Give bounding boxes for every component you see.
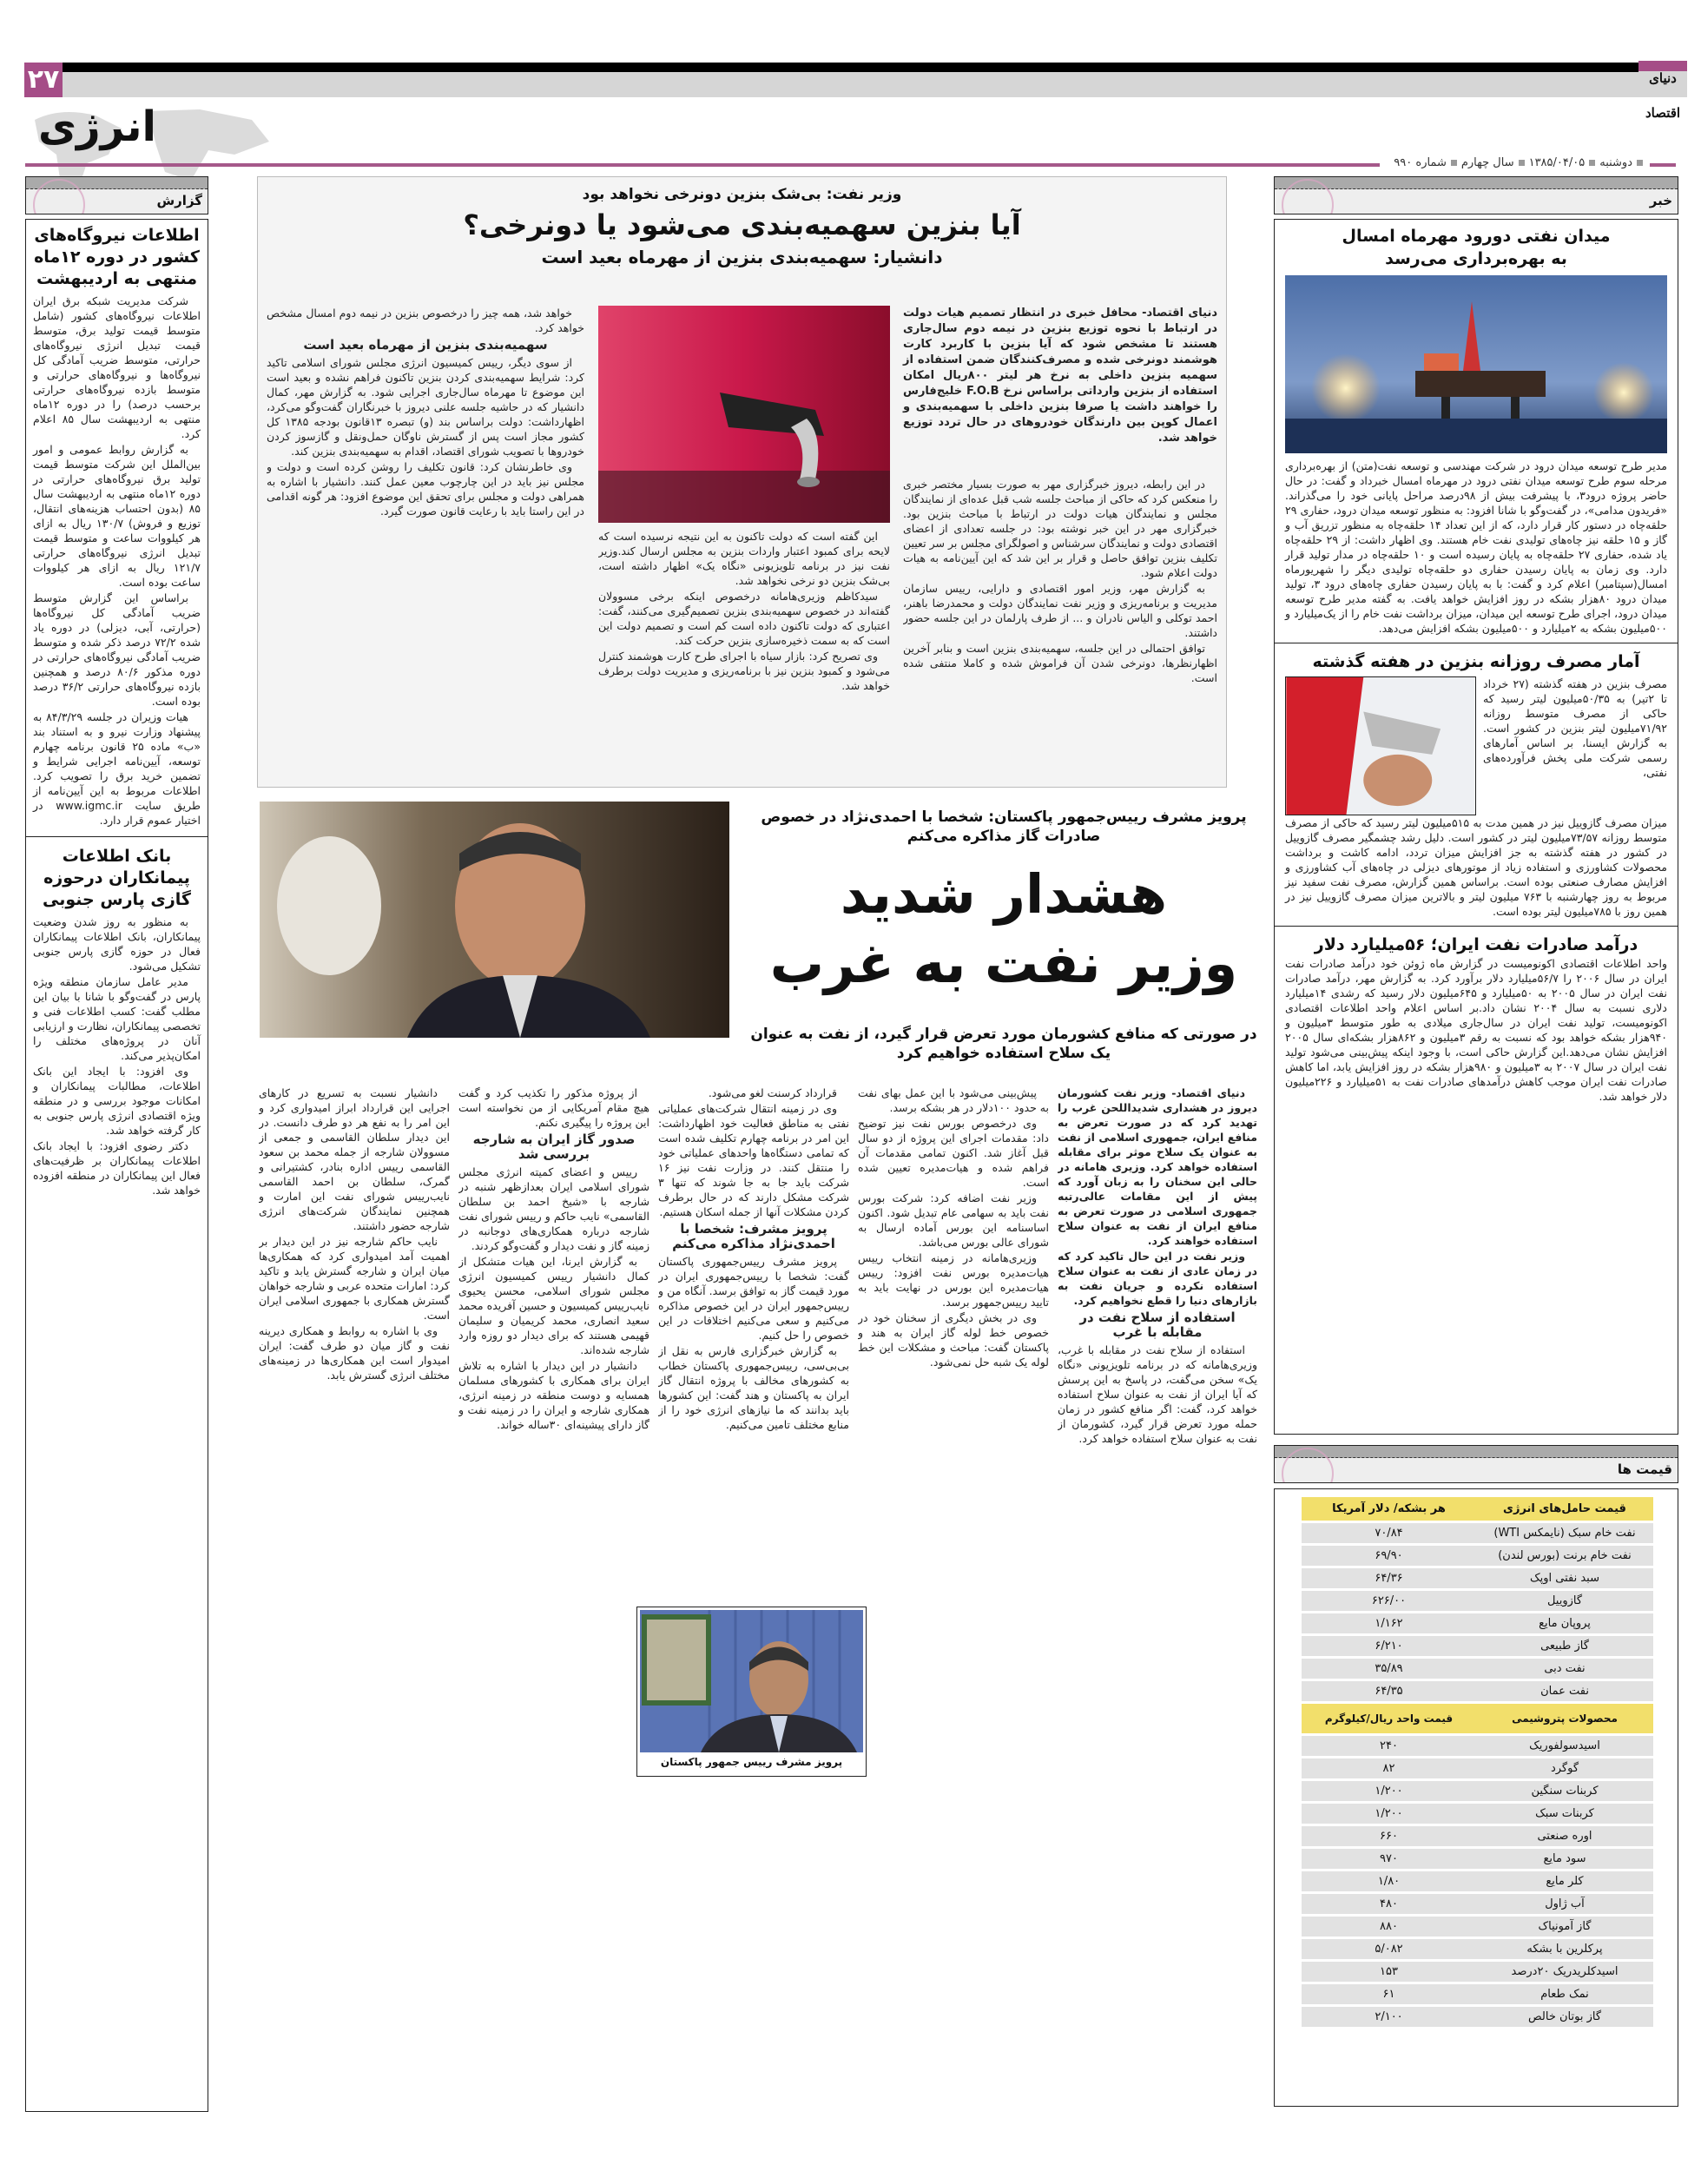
fuel-pump-photo xyxy=(1285,676,1476,815)
table-row xyxy=(1299,1568,1653,1588)
paragraph: به گزارش خبرگزاری فارس به نقل از بی‌بی‌سی، رییس‌جمهوری پاکستان خطاب به کشورهای مخالف با پروژه انتقال گاز ایران به پاکستان و هند گفت: این کشورها باید بدانند که ما نیازهای انرژی خود را از منابع مختلف تامین می‌کنیم. xyxy=(658,1344,849,1431)
paragraph: خواهد شد، همه چیز را درخصوص بنزین در نیمه دوم امسال مشخص خواهد کرد. xyxy=(267,307,584,334)
paragraph: وزیری‌هامانه در زمینه انتخاب رییس هیات‌مدیره بورس نفت افزود: رییس هیات‌مدیره این بورس در نهایت باید به تایید رییس‌جمهور برسد. xyxy=(858,1251,1049,1309)
column-label: خبر xyxy=(1649,193,1672,208)
main-column-1 xyxy=(1058,1085,1257,2106)
article-title: آمار مصرف روزانه بنزین در هفته گذشته xyxy=(1312,652,1640,671)
table-row xyxy=(1299,1917,1653,1937)
table-row xyxy=(1299,1523,1653,1543)
table-cell-name: اسیدکلریدریک ۲۰درصد xyxy=(1476,1962,1653,1982)
story-column xyxy=(903,477,1217,781)
paragraph: دانشیار در این دیدار با اشاره به تلاش ایران برای همکاری با کشورهای مسلمان همسایه و دوست منطقه در زمینه انرژی، همکاری شارجه و ایران را در زمینه نفت و گاز دارای پیشینه‌ای ۳۰ساله خواند. xyxy=(458,1359,649,1431)
oil-rig-photo xyxy=(1285,275,1667,453)
left-column xyxy=(25,219,208,2112)
table-cell-value: ۸۸۰ xyxy=(1299,1917,1476,1937)
story-column xyxy=(267,306,584,783)
table-cell-value: ۱/۲۰۰ xyxy=(1299,1781,1476,1801)
paragraph: مدیر عامل سازمان منطقه ویژه پارس در گفت‌وگو با شانا با بیان این مطلب گفت: کسب اطلاعات فنی و تخصصی پیمانکاران، نظارت و ارزیابی آنان در پروژه‌های مختلف را امکان‌پذیر می‌کند. xyxy=(33,975,201,1062)
paragraph: وی در زمینه انتقال شرکت‌های عملیاتی نفتی به مناطق فعالیت خود اظهارداشت: این امر در برنامه چهارم تکلیف شده است که تمامی دستگاه‌ها واحدهای عملیاتی خود را منتقل کنند. در وزارت نفت نیز ۱۶ شرکت باید جا به جا شوند که تنها ۳ شرکت مشکل دارند که در حال برطرف کردن مشکلات آنها از جمله اسکان هستیم. xyxy=(658,1102,849,1218)
table-cell-name: نمک طعام xyxy=(1476,1984,1653,2004)
table-cell-value: هر بشکه/ دلار آمریکا xyxy=(1299,1497,1476,1521)
table-cell-name: نفت خام برنت (بورس لندن) xyxy=(1476,1546,1653,1566)
table-row xyxy=(1299,1736,1653,1756)
paragraph: شرکت مدیریت شبکه برق ایران اطلاعات نیروگاه‌های کشور (شامل متوسط قیمت تولید برق، متوسط قیمت تبدیل انرژی نیروگاه‌های حرارتی، متوسط ضریب آمادگی کل نیروگاه‌ها و نیروگاه‌های حرارتی و متوسط بازده نیروگاه‌های حرارتی برحسب درصد) را در دوره ۱۲ماه منتهی به اردیبهشت سال ۸۵ اعلام کرد. xyxy=(33,294,201,440)
table-cell-value: ۶۴/۳۶ xyxy=(1299,1568,1476,1588)
top-story xyxy=(257,176,1227,788)
paragraph: وی افزود: با ایجاد این بانک اطلاعات، مطالبات پیمانکاران و امکانات موجود بررسی و در منطقه ویژه اقتصادی انرژی پارس جنوبی به کار گرفته خواهد شد. xyxy=(33,1065,201,1137)
table-row xyxy=(1299,2007,1653,2027)
paragraph: به گزارش ایرنا، این هیات متشکل از کمال دانشیار رییس کمیسیون انرژی مجلس شورای اسلامی، محسن یحیوی نایب‌رییس کمیسیون و حسین آفریده محمد سعید انصاری، محمد کریمیان و سلیمان قهیمی هستند که برای دیدار دو روزه وارد شارجه شده‌اند. xyxy=(458,1255,649,1356)
photo-caption: پرویز مشرف رییس جمهور پاکستان xyxy=(660,1756,843,1768)
musharraf-photo xyxy=(640,1610,863,1752)
paragraph: وی خاطرنشان کرد: قانون تکلیف را روشن کرده است و دولت و مجلس نیز باید در این چارچوب معین عمل کنند. دانشیار با اشاره به همراهی دولت و مجلس برای تحقق این موضوع افزود: هر گونه اقدامی در این راستا باید با رعایت قانون صورت گیرد. xyxy=(267,460,584,518)
main-kicker: پرویز مشرف رییس‌جمهور پاکستان: شخصا با احمدی‌نژاد در خصوص صادرات گاز مذاکره می‌کنم xyxy=(761,808,1247,845)
table-cell-name: گاز آمونیاک xyxy=(1476,1917,1653,1937)
table-header-row xyxy=(1299,1497,1653,1521)
table-cell-name: سبد نفتی اوپک xyxy=(1476,1568,1653,1588)
table-row xyxy=(1299,1591,1653,1611)
paragraph: دانشیار نسبت به تسریع در کارهای اجرایی این قرارداد ابراز امیدواری کرد و این امر را به نفع هر دو طرف دانست. در این دیدار سلطان القاسمی و جمعی از مسوولان شارجه از جمله محمد بن سعود القاسمی رییس اداره بنادر، کشتیرانی و گمرک، سلطان بن احمد القاسمی نایب‌رییس شورای نفت این امارت و همچنین نمایندگان شرکت‌های انرژی شارجه حضور داشتند. xyxy=(259,1086,450,1232)
masthead-bar xyxy=(63,63,1639,72)
table-row xyxy=(1299,1659,1653,1679)
table-cell-name: محصولات پتروشیمی xyxy=(1476,1704,1653,1733)
headline-line: هشدار شدید xyxy=(840,862,1168,926)
story-subhead: استفاده از سلاح نفت در مقابله با غرب xyxy=(1079,1310,1236,1340)
main-deck: در صورتی که منافع کشورمان مورد تعرض قرار گیرد، از نفت به عنوان یک سلاح استفاده خواهیم کرد xyxy=(750,1026,1257,1062)
table-row xyxy=(1299,1758,1653,1778)
main-headline xyxy=(750,860,1257,999)
table-cell-name: پرکلرین با بشکه xyxy=(1476,1939,1653,1959)
table-cell-value: ۵/۰۸۲ xyxy=(1299,1939,1476,1959)
divider xyxy=(25,163,1380,167)
section-title: انرژی xyxy=(38,102,156,151)
table-cell-value: ۱۵۳ xyxy=(1299,1962,1476,1982)
table-cell-value: ۱/۲۰۰ xyxy=(1299,1804,1476,1824)
paragraph: وزیر نفت اضافه کرد: شرکت بورس نفت باید به سهامی عام تبدیل شود. اکنون اساسنامه این بورس آماده ارسال به شورای عالی بورس می‌باشد. xyxy=(858,1191,1049,1249)
paragraph: به گزارش روابط عمومی و امور بین‌الملل این شرکت متوسط قیمت تولید برق نیروگاه‌های حرارتی در دوره ۱۲ماه منتهی به اردیبهشت سال ۸۵ (بدون احتساب هزینه‌های انتقال، توزیع و فروش) ۱۳۰/۷ ریال به ازای هر کیلووات ساعت و متوسط قیمت تبدیل انرژی نیروگاه‌های حرارتی ۱۲۱/۷ ریال به ازای هر کیلووات ساعت بوده است. xyxy=(33,443,201,589)
paragraph: در این رابطه، دیروز خبرگزاری مهر به صورت بسیار مختصر خبری را منعکس کرد که حاکی از مباحث جلسه شب قبل عده‌ای از نمایندگان مجلس و نمایندگان هیات دولت در ارتباط با مباحث بنزین بود. خبرگزاری مهر در این خبر نوشته بود: در جلسه تعدادی از اعضای اقتصادی دولت و نمایندگان سرشناس و اصولگرای مجلس بر سر تعیین تکلیف بنزین توافق حاصل و قرار بر این شد که این آیین‌نامه به هیات دولت اعلام شود. xyxy=(903,478,1217,579)
table-cell-name: آب ژاول xyxy=(1476,1894,1653,1914)
article-body xyxy=(33,914,201,1198)
main-column-4 xyxy=(458,1085,649,2106)
paragraph: رییس و اعضای کمیته انرژی مجلس شورای اسلامی ایران بعدازظهر شنبه در شارجه با «شیخ احمد بن سلطان القاسمی» نایب حاکم و رییس شورای نفت شارجه درباره همکاری‌های دوجانبه در زمینه گاز و نفت دیدار و گفت‌وگو کردند. xyxy=(458,1165,649,1252)
article-title: بانک اطلاعات پیمانکاران درحوزه گازی پارس جنوبی xyxy=(43,847,191,909)
story-column xyxy=(598,529,890,781)
table-cell-value: قیمت واحد ریال/کیلوگرم xyxy=(1299,1704,1476,1733)
table-cell-name: کربنات سبک xyxy=(1476,1804,1653,1824)
table-row xyxy=(1299,1613,1653,1633)
paragraph: وی با اشاره به روابط و همکاری دیرینه نفت و گاز میان دو طرف گفت: ایران امیدوار است این همکاری‌ها در زمینه‌های مختلف انرژی گسترش یابد. xyxy=(259,1324,450,1382)
table-row xyxy=(1299,1871,1653,1891)
paragraph: براساس این گزارش متوسط ضریب آمادگی کل نیروگاه‌ها (حرارتی، آبی، دیزلی) در دوره یاد شده ۷۲/۲ درصد ذکر شده و متوسط ضریب آمادگی نیروگاه‌های حرارتی در دوره مذکور ۸۰/۶ درصد و همچنین بازده نیروگاه‌های حرارتی ۳۶/۲ درصد بوده است. xyxy=(33,591,201,708)
table-cell-name: گازوییل xyxy=(1476,1591,1653,1611)
story-subhead: سهمیه‌بندی بنزین از مهرماه بعید است xyxy=(303,337,548,353)
paragraph: به منظور به روز شدن وضعیت پیمانکاران، بانک اطلاعات پیمانکاران فعال در حوزه گازی پارس جنوبی تشکیل می‌شود. xyxy=(33,915,201,973)
table-row xyxy=(1299,1826,1653,1846)
paragraph: وی درخصوص بورس نفت نیز توضیح داد: مقدمات اجرای این پروژه از دو سال قبل آغاز شد. اکنون تمامی مقدمات آن فراهم شده و هیات‌مدیره تعیین شده است. xyxy=(858,1117,1049,1189)
table-cell-value: ۳۵/۸۹ xyxy=(1299,1659,1476,1679)
paragraph: نایب حاکم شارجه نیز در این دیدار بر اهمیت آمد امیدواری کرد که همکاری‌ها میان ایران و شارجه گسترش یابد و تاکید کرد: امارات متحده عربی و شارجه خواهان گسترش همکاری با جمهوری اسلامی ایران است. xyxy=(259,1235,450,1322)
paragraph: دکتر رضوی افزود: با ایجاد بانک اطلاعات پیمانکاران بر ظرفیت‌های فعال این پیمانکاران در منطقه افزوده خواهد شد. xyxy=(33,1139,201,1197)
price-table xyxy=(1299,1494,1653,2029)
story-lead: دنیای اقتصاد- محافل خبری در انتظار تصمیم هیات دولت در ارتباط با نحوه توزیع بنزین در نیمه دوم سال‌جاری هستند تا مشخص شود که آیا بنزین با کاربرد کارت هوشمند دونرخی شده و مصرف‌کنندگان ضمن استفاده از سهمیه بنزین داخلی به نرخ هر لیتر ۸۰۰ریال امکان استفاده از بنزین وارداتی براساس نرخ F.O.B خلیج‌فارس را خواهند داشت یا صرفا بنزین داخلی با سهمیه‌بندی و اعمال کوپن بین دارندگان خودروهای در حال تردد توزیع خواهد شد. xyxy=(903,307,1217,445)
article-body xyxy=(33,294,201,828)
date: ۱۳۸۵/۰۴/۰۵ xyxy=(1528,156,1586,169)
page-number: ۲۷ xyxy=(24,63,63,97)
story-subtitle: دانشیار: سهمیه‌بندی بنزین از مهرماه بعید است xyxy=(541,247,943,267)
table-row xyxy=(1299,1984,1653,2004)
article-title: درآمد صادرات نفت ایران؛ ۵۶میلیارد دلار xyxy=(1314,935,1638,954)
column-label: گزارش xyxy=(156,193,202,208)
main-column-2 xyxy=(858,1085,1049,2106)
article-body: مدیر طرح توسعه میدان درود در شرکت مهندسی و توسعه نفت(متن) از بهره‌برداری مرحله سوم طرح توسعه میدان نفتی درود در مهرماه امسال خبرداد و گفت: در حال حاضر پروژه درود۳، با پیشرفت بیش از ۹۸درصد مراحل پایانی خود را می‌گذراند. «فریدون مدامی»، در گفت‌وگو با شانا افزود: به منظور توسعه میدان درود، حفاری ۲۹ حلقه‌چاه در دستور کار قرار دارد، که از این تعداد ۱۴ حلقه‌چاه به منظور تزریق آب و گاز و ۱۵ حلقه نیز چاه‌های تولیدی نفت خام هستند. وی اظهار داشت: از ۲۹ حلقه‌چاه یاد شده، حفاری ۲۷ حلقه‌چاه به پایان رسیده است و ۱۰ حلقه‌چاه در مدار تولید قرار دارد. وی زمان به پایان رسیدن حفاری دو حلقه‌چاه تولیدی دیگر را شهریورماه امسال(سپتامبر) اعلام کرد و گفت: با به پایان رسیدن حفاری چاه‌های درود ۳، تولید میدان درود ۸۰هزار بشکه در روز افزایش خواهد یافت. به گفته مدیر طرح توسعه میدان درود، اجرای طرح توسعه این میدان، میزان برداشت نفت خام را از یک‌میلیارد و ۵۰۰میلیون بشکه به ۲میلیارد و ۵۰۰میلیون بشکه افزایش می‌دهد. xyxy=(1285,459,1668,635)
table-cell-value: ۱/۸۰ xyxy=(1299,1871,1476,1891)
paragraph: وی تصریح کرد: بازار سیاه با اجرای طرح کارت هوشمند کنترل می‌شود و کمبود بنزین نیز با برنامه‌ریزی و مدیریت دولت برطرف خواهد شد. xyxy=(598,650,890,692)
paragraph: توافق احتمالی در این جلسه، سهمیه‌بندی بنزین است و بنابر آخرین اظهارنظرها، دونرخی شدن آن فراموش شده و کاملا منتفی شده است. xyxy=(903,642,1217,684)
volume: سال چهارم xyxy=(1460,156,1514,169)
table-cell-name: کربنات سنگین xyxy=(1476,1781,1653,1801)
table-cell-value: ۶/۲۱۰ xyxy=(1299,1636,1476,1656)
table-row xyxy=(1299,1781,1653,1801)
table-cell-value: ۶۲۶/۰۰ xyxy=(1299,1591,1476,1611)
column-label: قیمت ها xyxy=(1617,1461,1672,1477)
divider xyxy=(1650,163,1676,167)
table-cell-value: ۲/۱۰۰ xyxy=(1299,2007,1476,2027)
table-cell-name: نفت عمان xyxy=(1476,1681,1653,1701)
column-header-prices xyxy=(1274,1445,1678,1483)
paragraph: وی در بخش دیگری از سخنان خود در خصوص خط لوله گاز ایران به هند و پاکستان گفت: مباحث و مشکلات این خط لوله یک شبه حل نمی‌شود. xyxy=(858,1311,1049,1369)
article-body: مصرف بنزین در هفته گذشته (۲۷ خرداد تا ۲تیر) به ۵۰/۳۵میلیون لیتر رسید که حاکی از مصرف متوسط روزانه ۷۱/۹۲میلیون لیتر بنزین در کشور است. به گزارش ایسنا، بر اساس آمارهای رسمی شرکت ملی پخش فرآورده‌های نفتی، xyxy=(1483,677,1668,779)
table-cell-value: ۶۱ xyxy=(1299,1984,1476,2004)
prices-box xyxy=(1274,1488,1678,2107)
musharraf-photo-frame xyxy=(636,1607,867,1777)
table-cell-name: پروپان مایع xyxy=(1476,1613,1653,1633)
paragraph: پیش‌بینی می‌شود با این عمل بهای نفت به حدود ۱۰۰دلار در هر بشکه برسد. xyxy=(858,1086,1049,1114)
paragraph: از پروژه مذکور را تکذیب کرد و گفت هیچ مقام آمریکایی از من نخواسته است این پروژه را پیگیری نکنم. xyxy=(458,1086,649,1129)
table-row xyxy=(1299,1546,1653,1566)
table-cell-value: ۶۹/۹۰ xyxy=(1299,1546,1476,1566)
paragraph: وزیر نفت در این حال تاکید کرد که در زمان عادی از نفت به عنوان سلاح استفاده نکرده و جریان نفت به بازارهای دنیا را قطع نخواهیم کرد. xyxy=(1058,1250,1257,1307)
table-cell-name: گاز بوتان خالص xyxy=(1476,2007,1653,2027)
table-cell-value: ۹۷۰ xyxy=(1299,1849,1476,1869)
masthead-band xyxy=(63,72,1639,97)
table-cell-value: ۱/۱۶۲ xyxy=(1299,1613,1476,1633)
table-cell-name: گوگرد xyxy=(1476,1758,1653,1778)
paragraph: قرارداد کرسنت لغو می‌شود. xyxy=(708,1086,837,1099)
issue-number: شماره ۹۹۰ xyxy=(1394,156,1447,169)
article-title: میدان نفتی دورود مهرماه امسال به بهره‌برداری می‌رسد xyxy=(1342,227,1611,268)
table-cell-value: ۶۴/۳۵ xyxy=(1299,1681,1476,1701)
table-cell-name: گاز طبیعی xyxy=(1476,1636,1653,1656)
story-kicker: وزیر نفت: بی‌شک بنزین دونرخی نخواهد بود xyxy=(582,186,902,203)
table-row xyxy=(1299,1939,1653,1959)
table-cell-value: ۷۰/۸۴ xyxy=(1299,1523,1476,1543)
paragraph: دنیای اقتصاد- وزیر نفت کشورمان دیروز در هشداری شدیداللحن غرب را تهدید کرد که در صورت تعرض به منافع ایران، جمهوری اسلامی از نفت به عنوان یک سلاح موثر برای مقابله استفاده خواهد کرد. وزیری هامانه در حالی این سخنان را به زبان آورد که پیش از این مقامات عالی‌رتبه جمهوری اسلامی در صورت تعرض به منافع ایران از نفت به عنوان سلاح استفاده خواهند کرد. xyxy=(1058,1086,1257,1247)
table-cell-name: نفت دبی xyxy=(1476,1659,1653,1679)
column-header-report xyxy=(25,176,208,214)
newspaper-logo: دنیای اقتصاد xyxy=(1638,61,1687,97)
table-cell-value: ۴۸۰ xyxy=(1299,1894,1476,1914)
table-cell-name: کلر مایع xyxy=(1476,1871,1653,1891)
article-title: اطلاعات نیروگاه‌های کشور در دوره ۱۲ماه منتهی به اردیبهشت xyxy=(34,226,200,288)
table-cell-name: سود مایع xyxy=(1476,1849,1653,1869)
table-cell-name: نفت خام سبک (نایمکس WTI) xyxy=(1476,1523,1653,1543)
paragraph: از سوی دیگر، رییس کمیسیون انرژی مجلس شورای اسلامی تاکید کرد: شرایط سهمیه‌بندی کردن بنزین تاکنون فراهم نشده و بعید است این موضوع تا مهرماه سال‌جاری اجرایی شود. به گزارش مهر، کمال دانشیار که در حاشیه جلسه علنی دیروز با خبرنگاران گفت‌وگو می‌کرد، اظهارداشت: دولت براساس بند (و) تبصره ۱۳قانون بودجه ۱۳۸۵ کل کشور مجاز است پس از گسترش ناوگان حمل‌ونقل و گازسوز کردن خودروها با تصویب شورای اقتصاد، اقدام به سهمیه‌بندی بنزین کند. xyxy=(267,356,584,458)
table-cell-name: اسیدسولفوریک xyxy=(1476,1736,1653,1756)
dateline xyxy=(1394,156,1647,169)
table-row xyxy=(1299,1681,1653,1701)
table-header-row xyxy=(1299,1704,1653,1733)
main-column-5 xyxy=(259,1085,450,2106)
paragraph: پرویز مشرف رییس‌جمهوری پاکستان گفت: شخصا با رییس‌جمهوری ایران در مورد قیمت گاز به توافق برسد. آنگاه من و رییس‌جمهور ایران در این خصوص مذاکره می‌کنیم و سعی می‌کنیم اختلافات در این خصوص را حل کنیم. xyxy=(658,1255,849,1342)
table-row xyxy=(1299,1636,1653,1656)
column-header-news xyxy=(1274,176,1678,214)
date-weekday: دوشنبه xyxy=(1599,156,1632,169)
table-row xyxy=(1299,1962,1653,1982)
main-column-3 xyxy=(658,1085,849,2106)
table-cell-value: ۶۶۰ xyxy=(1299,1826,1476,1846)
story-subhead: پرویز مشرف: شخصا با احمدی‌نژاد مذاکره می‌کنم xyxy=(672,1221,835,1251)
table-row xyxy=(1299,1894,1653,1914)
table-cell-value: ۲۴۰ xyxy=(1299,1736,1476,1756)
right-column xyxy=(1274,219,1678,1435)
paragraph: استفاده از سلاح نفت در مقابله با غرب، وزیری‌هامانه که در برنامه تلویزیونی «نگاه یک» سخن می‌گفت، در پاسخ به این پرسش که آیا ایران از نفت به عنوان سلاح استفاده خواهد کرد، گفت: اگر منافع کشور در زمان حمله مورد تعرض قرار گیرد، کشورمان از نفت به عنوان سلاح استفاده خواهد کرد. xyxy=(1058,1343,1257,1445)
paragraph: هیات وزیران در جلسه ۸۴/۳/۲۹ به پیشنهاد وزارت نیرو و به استناد بند «ب» ماده ۲۵ قانون برنامه چهارم توسعه، آیین‌نامه اجرایی شرایط و تضمین خرید برق را تصویب کرد. اطلاعات مربوط به این آیین‌نامه از طریق سایت www.igmc.ir در اختیار عموم قرار دارد. xyxy=(33,710,201,827)
table-cell-name: اوره صنعتی xyxy=(1476,1826,1653,1846)
paragraph: این گفته است که دولت تاکنون به این نتیجه نرسیده است که لایحه برای کمبود اعتبار واردات بنزین به مجلس ارسال کند.وزیر نفت نیز در برنامه تلویزیونی «نگاه یک» اظهار داشته است، بی‌شک بنزین دو نرخی نخواهد شد. xyxy=(598,530,890,587)
paragraph: به گزارش مهر، وزیر امور اقتصادی و دارایی، رییس سازمان مدیریت و برنامه‌ریزی و وزیر نفت نمایندگان دولت و محمدرضا باهنر، احمد توکلی و الیاس نادران و ... از طرف پارلمان در این جلسه حضور داشتند. xyxy=(903,582,1217,639)
table-row xyxy=(1299,1804,1653,1824)
oil-minister-photo xyxy=(260,802,729,1038)
story-subhead: صدور گاز ایران به شارجه بررسی شد xyxy=(472,1132,636,1162)
article-body: میزان مصرف گازوییل نیز در همین مدت به ۵۱۵میلیون لیتر رسید که حاکی از مصرف متوسط روزانه ۷۳/۵۷میلیون لیتر در کشور است. دلیل رشد چشمگیر مصرف گازوییل در کشور در هفته گذشته به جز افزایش میزان تردد، ادامه کاشت و برداشت محصولات کشاورزی و استفاده زیاد از موتورهای دیزلی در چاه‌های آب کشاورزی و افزایش مصارف صنعتی بوده است. براساس همین گزارش، مصرف نفت سفید نیز مربوط به روز چهارشنبه با ۷۶۳ میلیون لیتر و بالاترین میزان مصرف گازوییل نیز در همین روز با ۷۸۵میلیون لیتر بوده است. xyxy=(1285,816,1668,918)
paragraph: سیدکاظم وزیری‌هامانه درخصوص اینکه برخی مسوولان گفته‌اند در خصوص سهمیه‌بندی بنزین تصمیم‌گیری می‌کنند، گفت: اعتباری که دولت تاکنون داده است کم است و تصمیم دولت این است که به سمت ذخیره‌سازی بنزین حرکت کند. xyxy=(598,590,890,647)
fuel-nozzle-photo xyxy=(598,306,890,523)
table-cell-value: ۸۲ xyxy=(1299,1758,1476,1778)
table-row xyxy=(1299,1849,1653,1869)
headline-line: وزیر نفت به غرب xyxy=(769,932,1238,995)
table-cell-name: قیمت حامل‌های انرژی xyxy=(1476,1497,1653,1521)
article-body: واحد اطلاعات اقتصادی اکونومیست در گزارش ماه ژوئن خود درآمد صادرات نفت ایران در سال ۲۰۰۶ را ۵۶/۷میلیارد دلار برآورد کرد. به گزارش مهر، درآمد صادرات نفت ایران در سال ۲۰۰۵ به ۵۰میلیارد و ۶۴۵میلیون دلار رسید که رشدی ۱۴میلیارد دلاری نسبت به سال ۲۰۰۴ نشان داد.بر اساس اعلام واحد اطلاعات اقتصادی اکونومیست، تولید نفت ایران در سال‌جاری میلادی به طور متوسط ۳میلیون و ۹۴۰هزار بشکه خواهد بود که نسبت به رقم ۳میلیون و ۸۶۲هزار بشکه‌ای سال ۲۰۰۵ افزایش نشان می‌دهد.این گزارش حاکی است، با وجود اینکه پیش‌بینی می‌شود تولید نفت ایران در سال ۲۰۰۷ به ۳میلیون و ۹۸۰هزار بشکه در روز افزایش یابد، اما کاهش صادرات نفت ایران موجب کاهش درآمدهای صادرات نفت به ۵۱میلیارد و ۲۲۶میلیون دلار خواهد شد. xyxy=(1285,957,1668,1103)
story-headline: آیا بنزین سهمیه‌بندی می‌شود یا دونرخی؟ xyxy=(463,208,1021,241)
